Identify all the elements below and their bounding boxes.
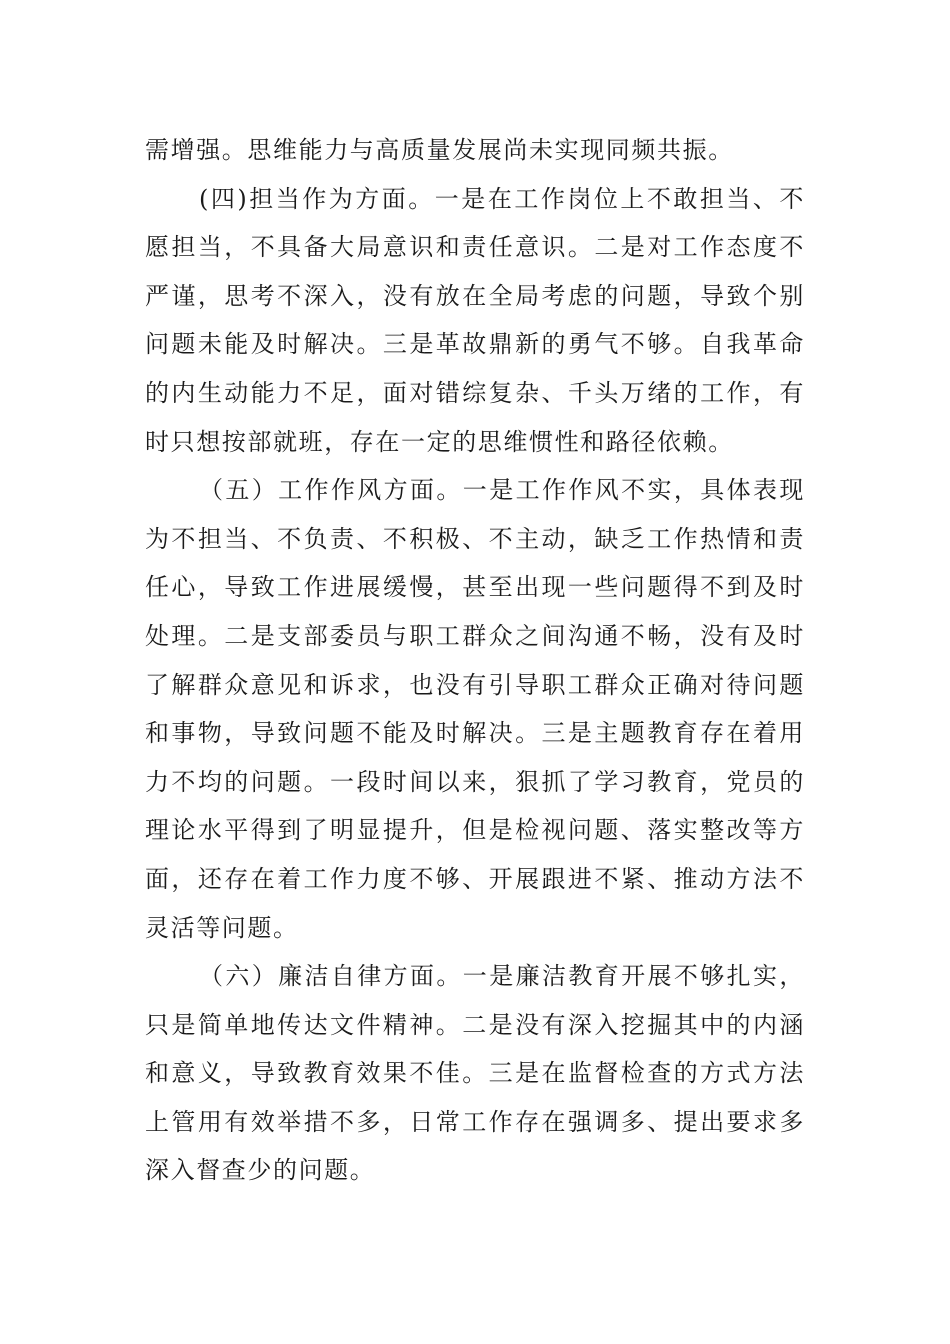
paragraph-section-four: (四)担当作为方面。一是在工作岗位上不敢担当、不愿担当，不具备大局意识和责任意识。二是对工作态度不严谨，思考不深入，没有放在全局考虑的问题，导致个别问题未能及时解决。三是革故鼎新的勇气不够。自我革命的内生动能力不足，面对错综复杂、千头万绪的工作，有时只想按部就班，存在一定的思维惯性和路径依赖。 xyxy=(145,184,805,456)
paragraph-continuation: 需增强。思维能力与高质量发展尚未实现同频共振。 xyxy=(145,136,734,164)
paragraph-section-five: （五）工作作风方面。一是工作作风不实，具体表现为不担当、不负责、不积极、不主动，缺乏工作热情和责任心，导致工作进展缓慢，甚至出现一些问题得不到及时处理。二是支部委员与职工群众之间沟通不畅，没有及时了解群众意见和诉求，也没有引导职工群众正确对待问题和事物，导致问题不能及时解决。三是主题教育存在着用力不均的问题。一段时间以来，狠抓了学习教育，党员的理论水平得到了明显提升，但是检视问题、落实整改等方面，还存在着工作力度不够、开展跟进不紧、推动方法不灵活等问题。 xyxy=(145,476,805,942)
paragraph-section-six: （六）廉洁自律方面。一是廉洁教育开展不够扎实，只是简单地传达文件精神。二是没有深入挖掘其中的内涵和意义，导致教育效果不佳。三是在监督检查的方式方法上管用有效举措不多，日常工作存在强调多、提出要求多深入督查少的问题。 xyxy=(145,962,805,1185)
document-body xyxy=(145,126,805,1195)
